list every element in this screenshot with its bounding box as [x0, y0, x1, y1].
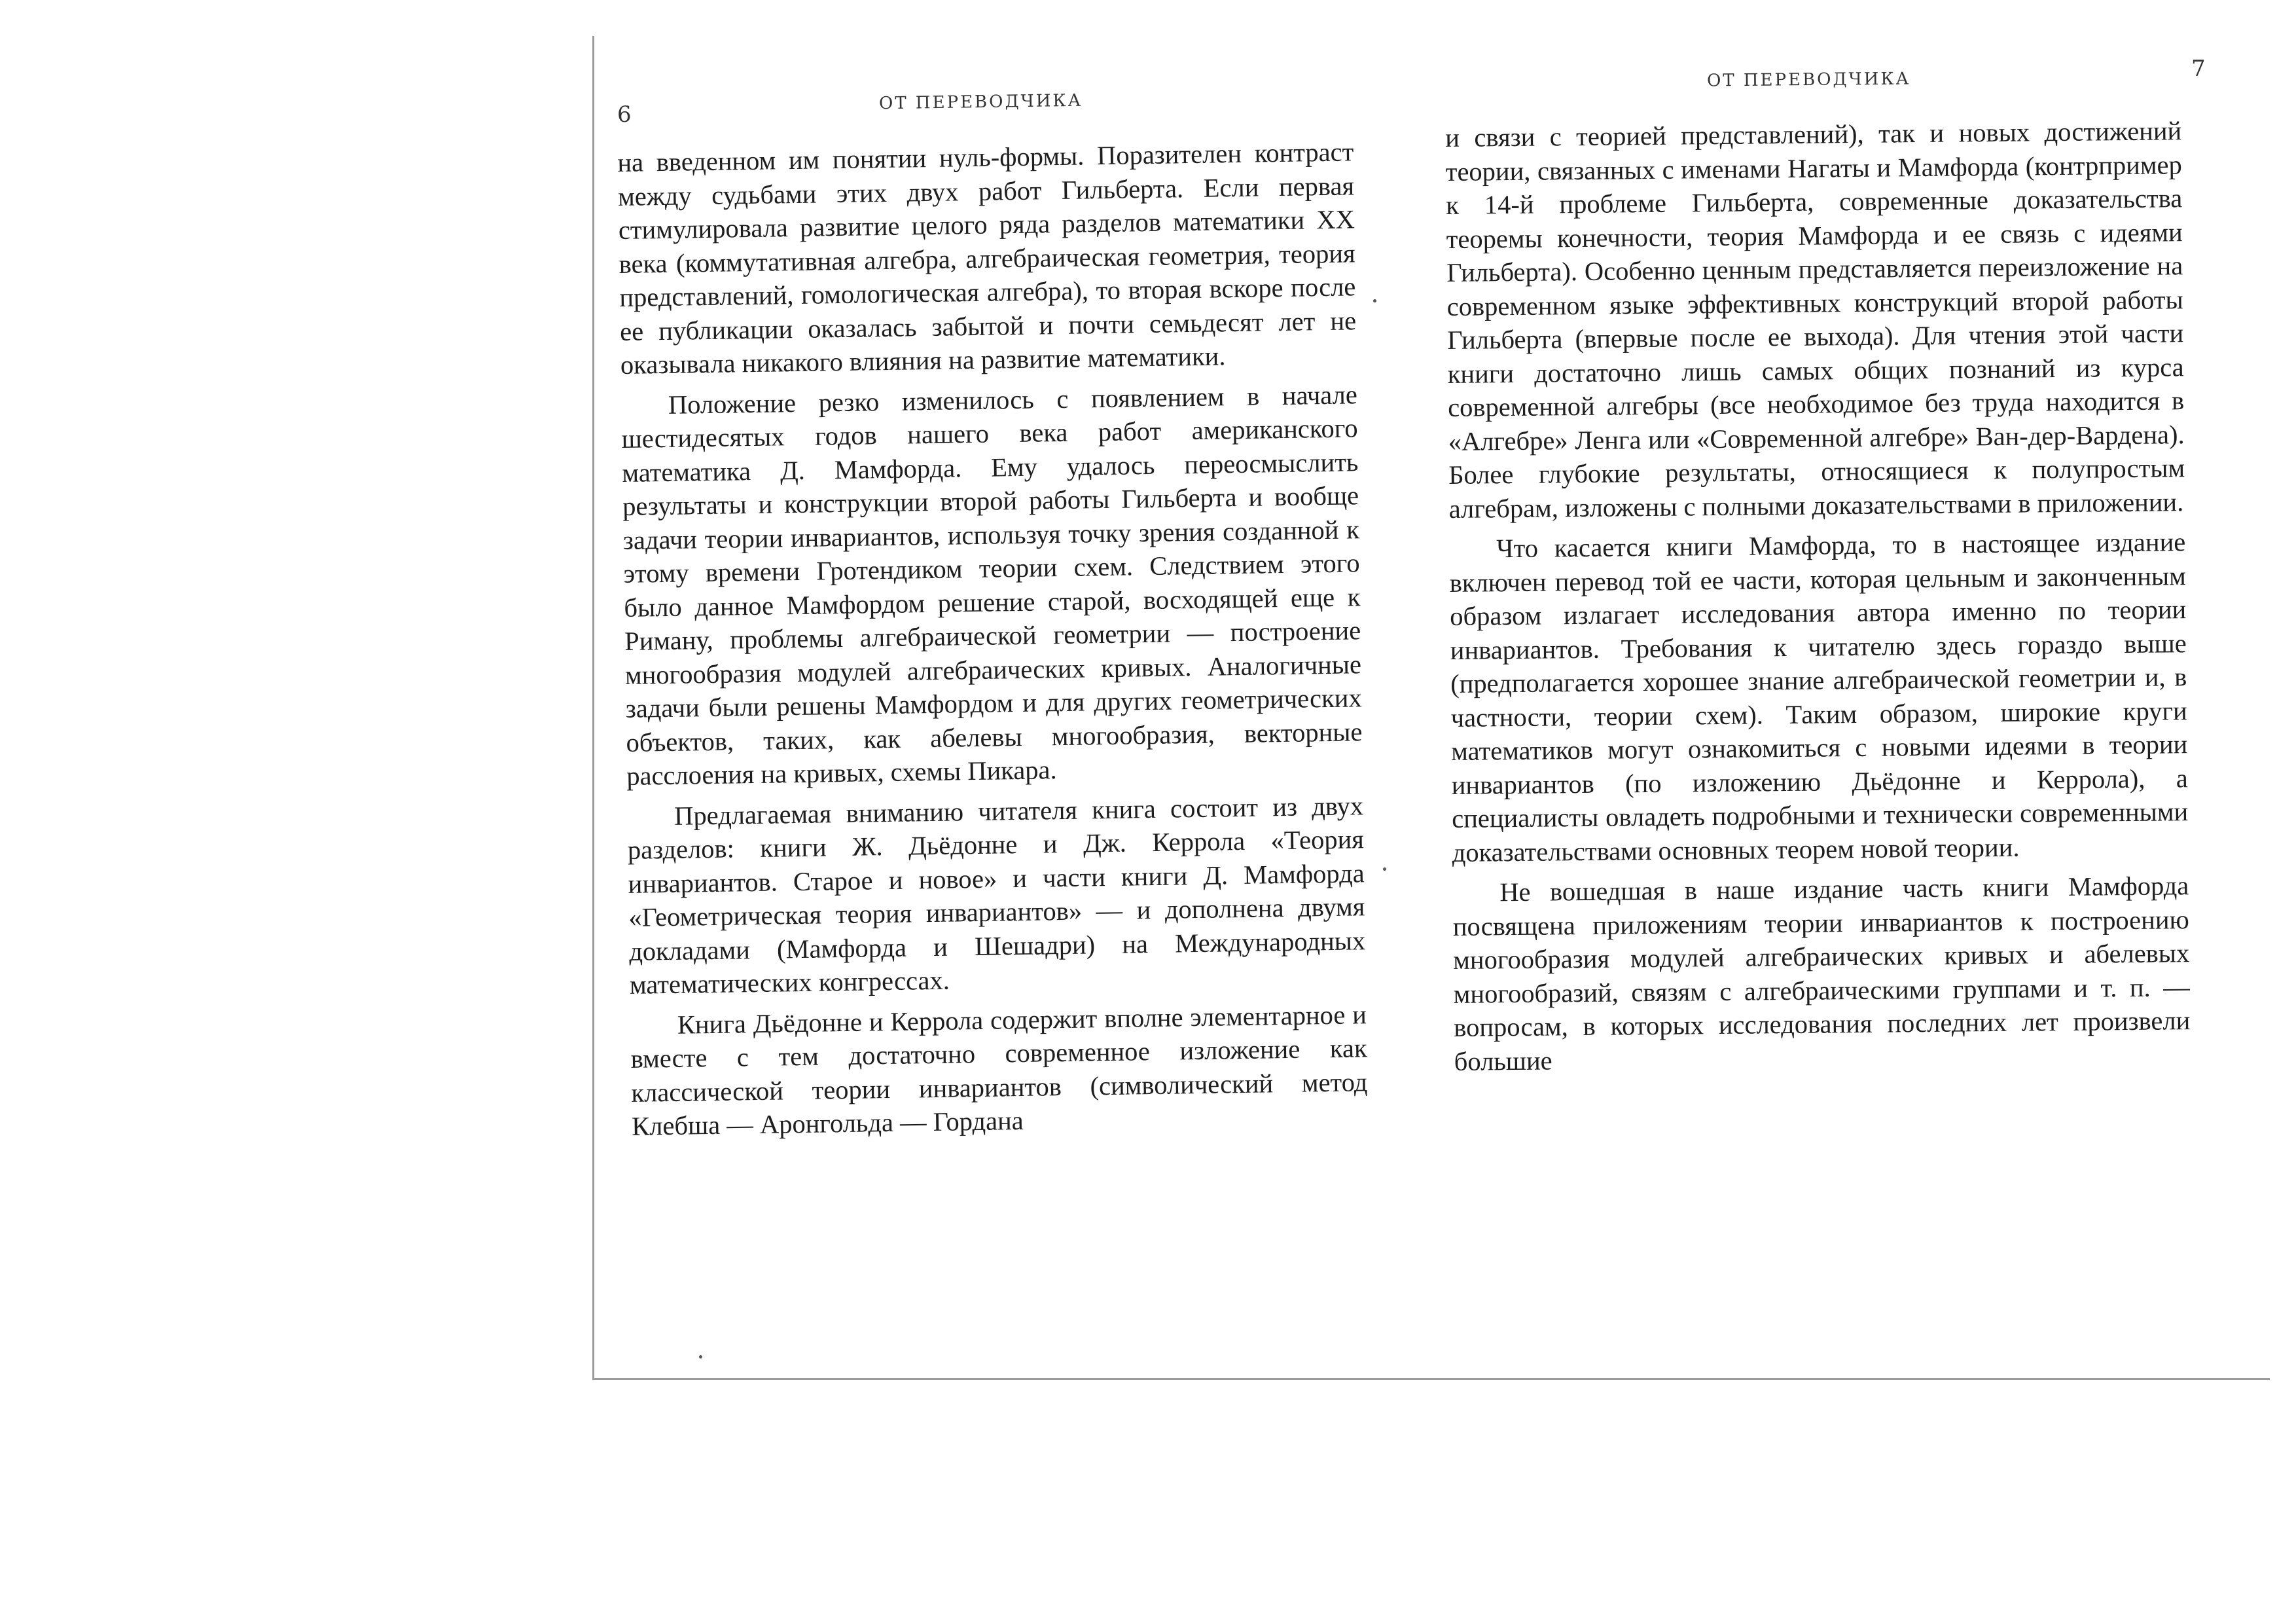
paragraph: Не вошедшая в наше издание часть книги Мамфорда посвящена приложениям теории инвариантов к построению многообразия модулей алгебраических кривых и абелевых многообразий, связям с алгебраическими группами и т. п. — вопросам, в которых исследования последних лет произвели большие	[1452, 871, 2191, 1076]
scan-speck	[699, 1355, 702, 1359]
body-text	[617, 135, 1369, 1150]
running-head: ОТ ПЕРЕВОДЧИКА	[1706, 69, 1911, 91]
left-page	[594, 36, 1406, 1378]
paragraph: и связи с теорией представлений), так и новых достижений теории, связанных с именами Нагаты и Мамфорда (контрпример к 14-й проблеме Гильберта, современные доказательства теоремы конечности, теория Мамфорда и ее связь с идеями Гильберта). Особенно ценным представляется переизложение на современном языке эффективных конструкций второй работы Гильберта (впервые после ее выхода). Для чтения этой части книги достаточно лишь самых общих познаний из курса современной алгебры (все необходимое без труда находится в «Алгебре» Ленга или «Современной алгебре» Ван-дер-Вардена). Более глубокие результаты, относящиеся к полупростым алгебрам, изложены с полными доказательствами в приложении.	[1445, 116, 2185, 524]
body-text	[1445, 114, 2191, 1085]
paragraph: на введенном им понятии нуль-формы. Поразителен контраст между судьбами этих двух работ Гильберта. Если первая стимулировала развитие целого ряда разделов математики XX века (коммутативная алгебра, алгебраическая геометрия, теория представлений, гомологическая алгебра), то вторая вскоре после ее публикации оказалась забытой и почти семьдесят лет не оказывала никакого влияния на развитие математики.	[617, 137, 1357, 380]
paragraph: Положение резко изменилось с появлением в начале шестидесятых годов нашего века работ американского математика Д. Мамфорда. Ему удалось переосмыслить результаты и конструкции второй работы Гильберта и вообще задачи теории инвариантов, используя точку зрения созданной к этому времени Гротендиком теории схем. Следствием этого было данное Мамфордом решение старой, восходящей еще к Риману, проблемы алгебраической геометрии — построение многообразия модулей алгебраических кривых. Аналогичные задачи были решены Мамфордом и для других геометрических объектов, таких, как абелевы многообразия, векторные расслоения на кривых, схемы Пикара.	[621, 379, 1363, 791]
running-head: ОТ ПЕРЕВОДЧИКА	[878, 90, 1083, 114]
right-page	[1445, 36, 2270, 1378]
paragraph: Что касается книги Мамфорда, то в настоящее издание включен перевод той ее части, которая цельным и законченным образом излагает исследования автора именно по теории инвариантов. Требования к читателю здесь гораздо выше (предполагается хорошее знание алгебраической геометрии и, в частности, теории схем). Таким образом, широкие круги математиков могут ознакомиться с новыми идеями в теории инвариантов (по изложению Дьёдонне и Керрола), а специалисты овладеть подробными и технически современными доказательствами основных теорем новой теории.	[1449, 527, 2189, 867]
scan-speck	[1373, 299, 1376, 302]
scanned-book-spread	[592, 36, 2270, 1380]
page-number: 7	[2191, 56, 2206, 82]
page-number: 6	[617, 101, 632, 128]
paragraph: Предлагаемая вниманию читателя книга состоит из двух разделов: книги Ж. Дьёдонне и Дж. Керрола «Теория инвариантов. Старое и новое» и части книги Д. Мамфорда «Геометрическая теория инвариантов» — и дополнена двумя докладами (Мамфорда и Шешадри) на Международных математических конгрессах.	[627, 790, 1366, 1000]
scan-speck	[1383, 867, 1386, 871]
paragraph: Книга Дьёдонне и Керрола содержит вполне элементарное и вместе с тем достаточно современное изложение как классической теории инвариантов (символический метод Клебша — Аронгольда — Гордана	[630, 999, 1368, 1141]
